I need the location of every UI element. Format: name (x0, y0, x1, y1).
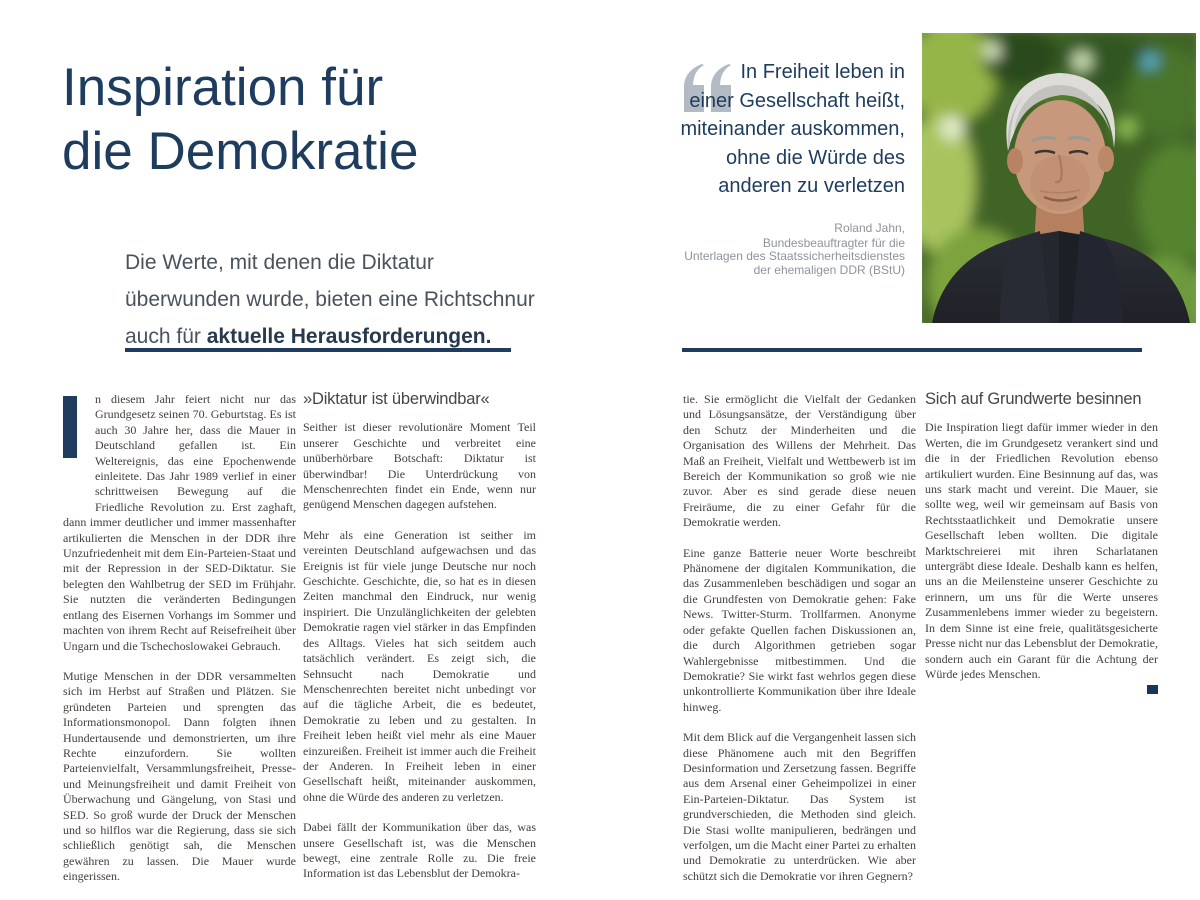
page-title-line1: Inspiration für (62, 58, 384, 117)
pull-quote-line: anderen zu verletzen (718, 175, 905, 197)
section-heading-grundwerte: Sich auf Grundwerte besinnen (925, 390, 1142, 408)
dropcap-letter-i (63, 392, 93, 500)
standfirst-line3-regular: auch für (125, 325, 207, 348)
right-page-divider-rule (682, 348, 1142, 352)
paragraph-text: n diesem Jahr feiert nicht nur das Grundgesetz seinen 70. Geburtstag. Es ist auch 30 Jahre her, dass die Mauer in Deutschland gefallen ist. Ein Weltereignis, das eine Epochenwende einleitete. Das Jahr 1989 verlief in einer schrittweisen Bewegung auf die Friedliche Revolution zu. Erst zaghaft, dann immer deutlicher und immer massenhafter artikulierten die Menschen in der DDR ihre Unzufriedenheit mit dem Ein-Parteien-Staat und mit der Repression in der SED-Diktatur. Sie belegten den Wahlbetrug der SED im Frühjahr. Sie nutzten die veränderten Bedingungen entlang des Eisernen Vorhangs im Sommer und machten von ihrem Recht auf Reisefreiheit über Ungarn und die Tschechoslowakei Gebrauch. (63, 392, 296, 653)
portrait-photo-roland-jahn (922, 33, 1196, 323)
page-title (62, 56, 542, 184)
page-title-line2: die Demokratie (62, 122, 419, 181)
paragraph: Mehr als eine Generation ist seither im vereinten Deutschland aufgewachsen und das Ereignis ist für viele junge Deutsche nur noch Geschichte. Geschichte, die, so hat es in diesen Zeiten manchmal den Eindruck, nur wenig inspiriert. Die Unzulänglichkeiten der gelebten Demokratie ragen viel stärker in das Empfinden des Alltags. Vieles hat sich seitdem auch tatsächlich verändert. Es zeigt sich, die Sehnsucht nach Demokratie und Menschenrechten bereitet nicht unbedingt vor auf die tägliche Arbeit, die es bedeutet, Demokratie zu leben und zu gestalten. In Freiheit leben heißt viel mehr als eine Mauer einzureißen. Freiheit ist immer auch die Freiheit der Anderen. In Freiheit leben in einer Gesellschaft heißt, miteinander auskommen, ohne die Würde des anderen zu verletzen. (303, 527, 536, 804)
paragraph: Die Inspiration liegt dafür immer wieder in den Werten, die im Grundgesetz verankert sind und die in der Friedlichen Revolution ebenso artikuliert wurden. Eine Besinnung auf das, was uns stark macht und vereint. Die Mauer, sie sollte weg, weil wir gemeinsam auf Basis von Rechtsstaatlichkeit und Demokratie unsere Gesellschaft leben wollten. Die digitale Marktschreierei mit ihren Scharlatanen untergräbt diese Ideale. Deshalb kann es helfen, uns an die Meilensteine unserer Geschichte zu erinnern, um uns für die Werte unseres Zusammenlebens immer wieder zu begeistern. In dem Sinne ist eine freie, qualitätsgesicherte Presse nicht nur das Lebensblut der Demokratie, sondern auch ein Garant für die Achtung der Würde jedes Menschen. (925, 420, 1158, 681)
article-end-mark (1147, 685, 1158, 694)
pull-quote (675, 58, 905, 201)
standfirst-line1: Die Werte, mit denen die Diktatur (125, 251, 434, 274)
attribution-role-line: Unterlagen des Staatssicherheitsdienstes (684, 249, 905, 263)
pull-quote-line: ohne die Würde des (725, 146, 905, 169)
standfirst-line3-bold: aktuelle Herausforderungen. (206, 325, 492, 348)
pull-quote-line: einer Gesellschaft heißt, (689, 89, 905, 112)
paragraph (63, 392, 296, 654)
paragraph: Dabei fällt der Kommunikation über das, was unsere Gesellschaft ist, was die Menschen bewegt, eine zentrale Rolle zu. Die freie Information ist das Lebensblut der Demokra- (303, 820, 536, 881)
paragraph: Eine ganze Batterie neuer Worte beschreibt Phänomene der digitalen Kommunikation, die das Zusammenleben beschädigen und sogar an die Grundfesten von Demokratie gehen: Fake News. Twitter-Sturm. Trollfarmen. Anonyme oder gefakte Quellen fachen Diskussionen an, die durch Algorithmen getrieben sogar Wahlergebnisse mitbestimmen. Und die Demokratie? Sie wirkt fast wehrlos gegen diese unkontrollierte Kommunikation über ihre Ideale hinweg. (683, 545, 916, 714)
pull-quote-line: In Freiheit leben in (740, 61, 905, 83)
paragraph: tie. Sie ermöglicht die Vielfalt der Gedanken und Lösungsansätze, der Verständigung über den Schutz der Minderheiten und die Organisation des Willens der Mehrheit. Das Maß an Freiheit, Vielfalt und Wettbewerb ist im Bereich der Kommunikation so groß wie nie zuvor. Aber es sind gerade diese neuen Freiräume, die zu einer Gefahr für die Demokratie werden. (683, 392, 916, 530)
attribution-role-line: Bundesbeauftragter für die (762, 235, 905, 250)
right-column-1 (683, 392, 916, 899)
left-page-divider-rule (125, 348, 511, 352)
right-column-2 (925, 392, 1158, 697)
paragraph: Mit dem Blick auf die Vergangenheit lassen sich diese Phänomene auch mit den Begriffen Desinformation und Zersetzung fassen. Begriffe aus dem Arsenal einer Geheimpolizei in einer Ein-Parteien-Diktatur. Das System ist grundverschieden, die Methoden sind gleich. Die Stasi wollte manipulieren, bedrängen und verfolgen, um die Macht einer Partei zu erhalten und Demokratie zu unterdrücken. Wie aber schützt sich die Demokratie vor ihren Gegnern? (683, 730, 916, 883)
paragraph: Mutige Menschen in der DDR versammelten sich im Herbst auf Straßen und Plätzen. Sie gründeten Parteien und sprengten das Informationsmonopol. Dann folgten ihnen Hundertausende und demonstrierten, um ihre Rechte einzufordern. Sie wollten Parteienvielfalt, Versammlungsfreiheit, Presse- und Meinungsfreiheit und damit Freiheit von Überwachung und Gängelung, von Stasi und SED. So groß wurde der Druck der Menschen und so hilflos war die Regierung, dass sie sich schließlich genötigt sah, die Menschen gewähren zu lassen. Die Mauer wurde eingerissen. (63, 668, 296, 884)
attribution-role-line: der ehemaligen DDR (BStU) (753, 262, 905, 277)
left-column-1 (63, 392, 296, 900)
quote-attribution (655, 222, 905, 277)
paragraph: Seither ist dieser revolutionäre Moment Teil unserer Geschichte und verbreitet eine unüberhörbare Botschaft: Diktatur ist überwindbar! Die Unterdrückung von Menschenrechten findet ein Ende, wenn nur genügend Menschen dagegen aufstehen. (303, 420, 536, 512)
left-column-2 (303, 392, 536, 897)
standfirst-line2: überwunden wurde, bieten eine Richtschnur (125, 288, 535, 311)
pull-quote-line: miteinander auskommen, (680, 118, 905, 140)
article-standfirst (125, 244, 545, 355)
attribution-name: Roland Jahn, (834, 221, 905, 235)
section-heading-diktatur: »Diktatur ist überwindbar« (303, 390, 490, 408)
